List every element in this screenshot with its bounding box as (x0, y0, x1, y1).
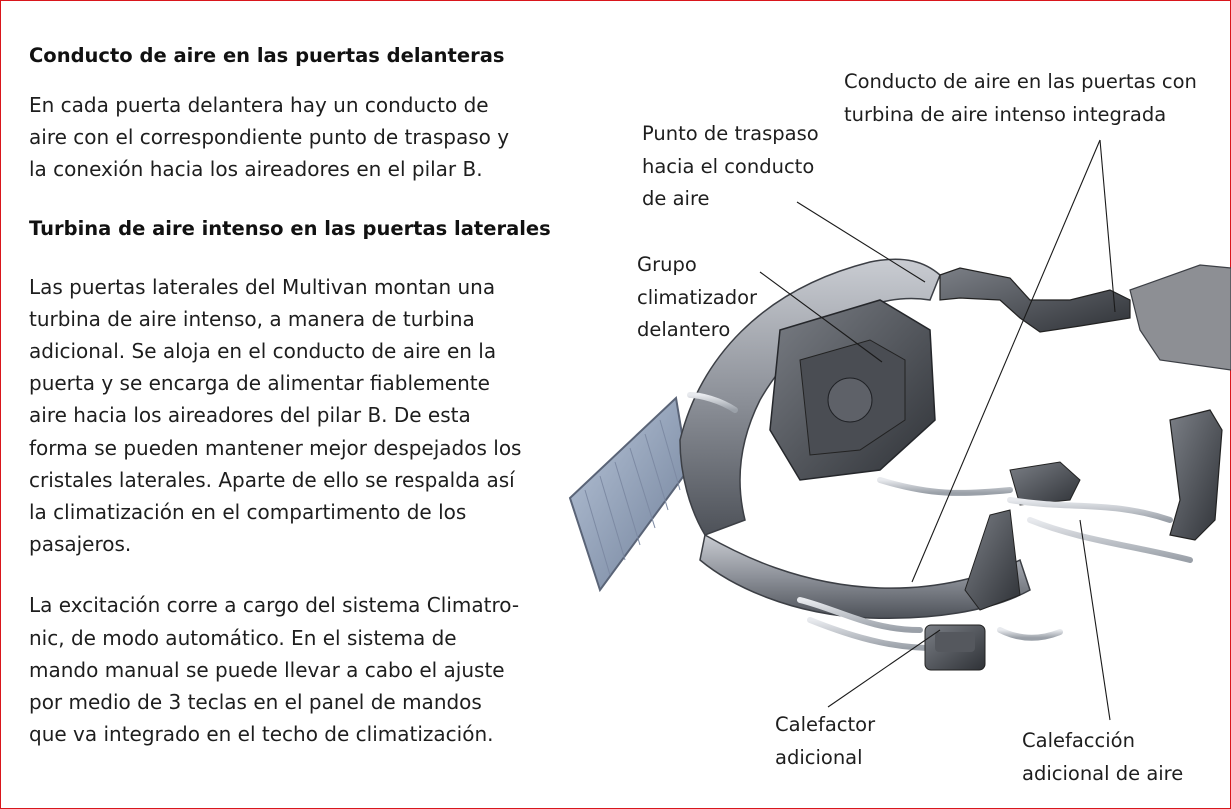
auxiliary-heater (925, 625, 985, 670)
label-calefaccion-adicional: Calefacción adicional de aire (1022, 729, 1184, 785)
front-climate-unit (770, 300, 935, 480)
paragraph-turbina: Las puertas laterales del Multivan montan una turbina de aire intenso, a manera de turbina adicional. Se aloja en el conducto de aire en la puerta y se encarga de alimentar fiablemente aire hacia los aireadores del pilar B. De esta forma se pueden mantener mejor despejados los cristales laterales. Aparte de ello se respalda así la climatización en el compartimento de los pasajeros. (29, 274, 522, 557)
section-heading-conducto: Conducto de aire en las puertas delanteras (29, 44, 505, 67)
paragraph-conducto: En cada puerta delantera hay un conducto de aire con el correspondiente punto de traspaso y la conexión hacia los aireadores en el pilar B. (29, 93, 510, 182)
label-punto-traspaso: Punto de traspaso hacia el conducto de aire (642, 122, 819, 210)
front-door-air-duct (940, 265, 1231, 370)
label-calefactor-adicional: Calefactor adicional (775, 713, 876, 769)
section-heading-turbina: Turbina de aire intenso en las puertas laterales (29, 216, 551, 240)
label-grupo-climatizador: Grupo climatizador delantero (637, 253, 758, 341)
label-turbina-integrada: Conducto de aire en las puertas con turbina de aire intenso integrada (844, 70, 1197, 126)
paragraph-excitacion: La excitación corre a cargo del sistema Climatro- nic, de modo automático. En el sistema de mando manual se puede llevar a cabo el ajuste por medio de 3 teclas en el panel de mandos que va integrado en el techo de climatización. (29, 593, 520, 747)
rear-heater-duct (965, 410, 1222, 610)
condenser-part (570, 398, 688, 590)
